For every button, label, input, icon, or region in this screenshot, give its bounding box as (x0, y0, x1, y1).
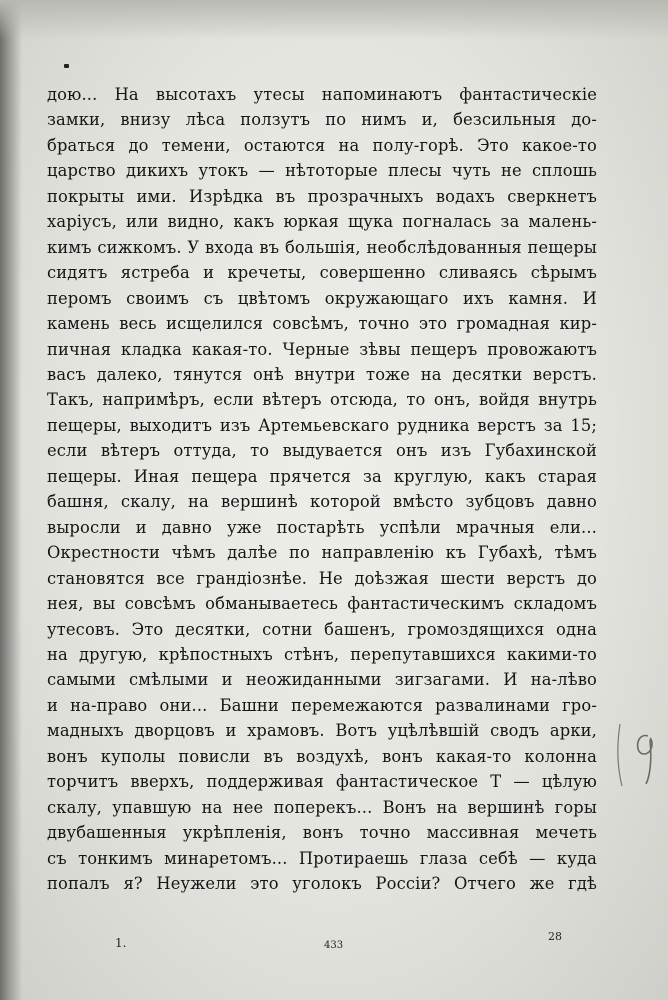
text-line: перомъ своимъ съ цвѣтомъ окружающаго ихъ камня. И (47, 288, 597, 308)
page-footer (0, 928, 668, 958)
text-line: попалъ я? Неужели это уголокъ Россіи? Отчего же гдѣ (47, 874, 597, 894)
ink-speck (64, 64, 69, 68)
text-line: двубашенныя укрѣпленія, вонъ точно массивная мечеть (47, 823, 597, 843)
text-line: утесовъ. Это десятки, сотни башенъ, громоздящихся одна (47, 619, 597, 639)
text-line: башня, скалу, на вершинѣ которой вмѣсто зубцовъ давно (47, 492, 597, 512)
text-line: Окрестности чѣмъ далѣе по направленію къ Губахѣ, тѣмъ (47, 543, 597, 563)
text-line: васъ далеко, тянутся онѣ внутри тоже на десятки верстъ. (47, 364, 597, 384)
body-text (47, 82, 597, 897)
text-line: торчитъ вверхъ, поддерживая фантастическое Т — цѣлую (47, 772, 597, 792)
text-line: пичная кладка какая-то. Черные зѣвы пещеръ провожаютъ (47, 339, 597, 359)
text-line: пещеры. Иная пещера прячется за круглую, какъ старая (47, 466, 597, 486)
text-line: Такъ, напримѣръ, если вѣтеръ отсюда, то онъ, войдя внутрь (47, 390, 597, 410)
text-line: и на-право они... Башни перемежаются развалинами гро- (47, 695, 597, 715)
text-line: нея, вы совсѣмъ обманываетесь фантастическимъ складомъ (47, 594, 597, 614)
text-line: на другую, крѣпостныхъ стѣнъ, перепутавшихся какими-то (47, 644, 597, 664)
text-line: замки, внизу лѣса ползутъ по нимъ и, безсильныя до- (47, 110, 597, 130)
text-line: выросли и давно уже постарѣть успѣли мрачныя ели... (47, 517, 597, 537)
text-line: покрыты ими. Изрѣдка въ прозрачныхъ водахъ сверкнетъ (47, 186, 597, 206)
signature-mark: 1. (115, 936, 127, 950)
text-line: браться до темени, остаются на полу-горѣ. Это какое-то (47, 135, 597, 155)
text-line: если вѣтеръ оттуда, то выдувается онъ изъ Губахинской (47, 441, 597, 461)
text-line: харіусъ, или видно, какъ юркая щука погналась за малень- (47, 212, 597, 232)
text-line: скалу, упавшую на нее поперекъ... Вонъ на вершинѣ горы (47, 797, 597, 817)
text-line: камень весь исщелился совсѣмъ, точно это громадная кир- (47, 314, 597, 334)
secondary-page-number: 28 (548, 930, 562, 943)
text-line: мадныхъ дворцовъ и храмовъ. Вотъ уцѣлѣвшій сводъ арки, (47, 721, 597, 741)
text-line: царство дикихъ утокъ — нѣтоторые плесы чуть не сплошь (47, 161, 597, 181)
text-line: съ тонкимъ минаретомъ... Протираешь глаза себѣ — куда (47, 848, 597, 868)
text-line: пещеры, выходитъ изъ Артемьевскаго рудника верстъ за 15; (47, 415, 597, 435)
text-line: дою... На высотахъ утесы напоминаютъ фантастическіе (47, 85, 597, 104)
margin-pencil-mark-icon (610, 720, 666, 790)
page-number: 433 (324, 940, 344, 951)
text-line: вонъ куполы повисли въ воздухѣ, вонъ какая-то колонна (47, 746, 597, 766)
text-line: самыми смѣлыми и неожиданными зигзагами. И на-лѣво (47, 670, 597, 690)
text-line: кимъ сижкомъ. У входа въ большія, необслѣдованныя пещеры (47, 237, 597, 257)
text-line: сидятъ ястреба и кречеты, совершенно сливаясь сѣрымъ (47, 263, 597, 283)
text-line: становятся все грандіознѣе. Не доѣзжая шести верстъ до (47, 568, 597, 588)
